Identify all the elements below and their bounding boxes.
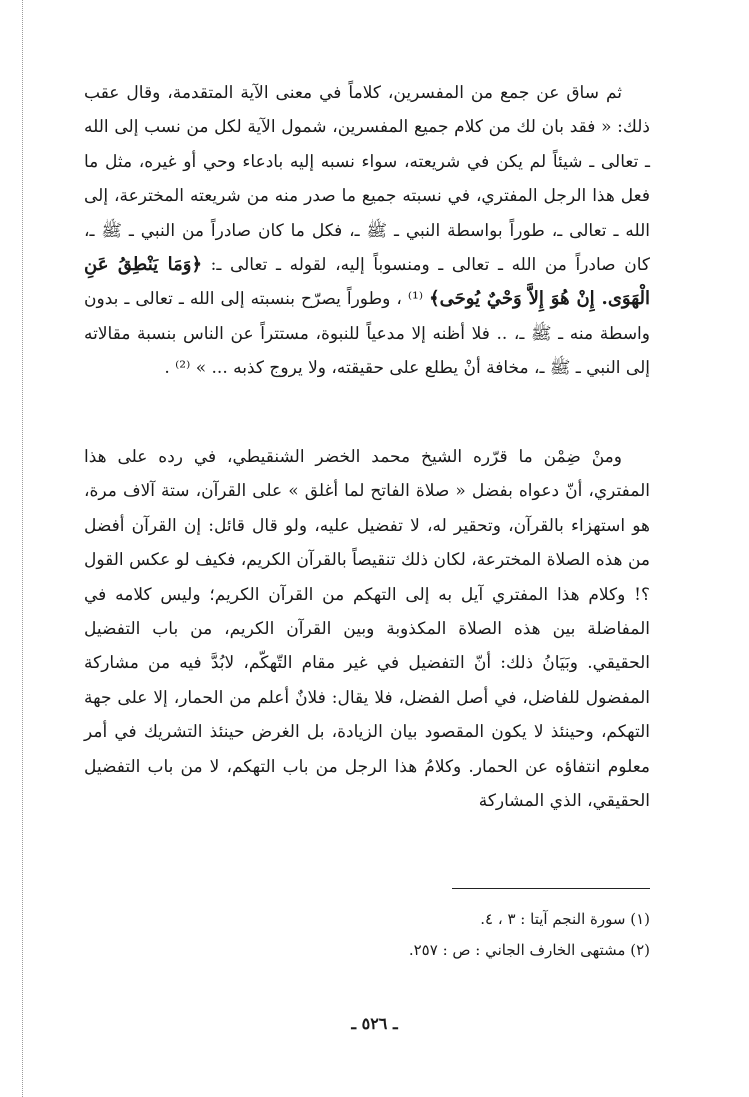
- quran-verse: ﴿وَمَا يَنْطِقُ عَنِ الْهَوَى. إِنْ هُوَ إِلاَّ وَحْيٌ يُوحَى﴾: [84, 254, 650, 310]
- paragraph-1-text-b: ⁽¹⁾ ، وطوراً يصرّح بنسبته إلى الله ـ تعالى ـ بدون واسطة منه ـ ﷺ ـ، .. فلا أظنه إلا مدعياً للنبوة، مستتراً عن الناس بنسبة مقالاته إلى النبي ـ ﷺ ـ، مخافة أنْ يطلع على حقيقته، ولا يروج كذبه ... » ⁽²⁾ .: [84, 289, 650, 379]
- paragraph-2: [84, 440, 650, 818]
- footnote-1: (١) سورة النجم آيتا : ٣ ، ٤.: [480, 910, 650, 928]
- paragraph-1-text-a: ثم ساق عن جمع من المفسرين، كلاماً في معنى الآية المتقدمة، وقال عقب ذلك: « فقد بان لك من كلام جميع المفسرين، شمول الآية لكل من نسب إلى الله ـ تعالى ـ شيئاً لم يكن في شريعته، سواء نسبه إليه بادعاء وحي أو غيره، مثل ما فعل هذا الرجل المفتري، في نسبته جميع ما صدر منه من شريعته المخترعة، إلى الله ـ تعالى ـ، طوراً بواسطة النبي ـ ﷺ ـ، فكل ما كان صادراً من النبي ـ ﷺ ـ، كان صادراً من الله ـ تعالى ـ ومنسوباً إليه، لقوله ـ تعالى ـ:: [84, 83, 650, 276]
- footnote-separator: [452, 888, 650, 889]
- paragraph-2-body: [84, 440, 650, 818]
- scan-edge-line: [22, 0, 23, 1097]
- footnote-2: (٢) مشتهى الخارف الجاني : ص : ٢٥٧.: [408, 941, 650, 959]
- page-number: ـ ٥٢٦ ـ: [351, 1014, 398, 1033]
- footnotes: [210, 904, 650, 966]
- paragraph-1-body: [84, 76, 650, 386]
- paragraph-2-text: ومنْ ضِمْن ما قرّره الشيخ محمد الخضر الشنقيطي، في رده على هذا المفتري، أنّ دعواه بفضل « صلاة الفاتح لما أغلق » على القرآن، ستة آلاف مرة، هو استهزاء بالقرآن، وتحقير له، لا تفضيل عليه، ولو قال قائل: إن القرآن أفضل من هذه الصلاة المخترعة، لكان ذلك تنقيصاً بالقرآن الكريم، فكيف لو عكس القول ؟! وكلام هذا المفتري آيل به إلى التهكم من القرآن الكريم؛ وليس كلامه في المفاضلة بين هذه الصلاة المكذوبة وبين القرآن الكريم، من باب التفضيل الحقيقي. وبَيَانُ ذلك: أنّ التفضيل في غير مقام التّهكّم، لابُدَّ فيه من مشاركة المفضول للفاضل، في أصل الفضل، فلا يقال: فلانٌ أعلم من الحمار، إلا على جهة التهكم، وحينئذ لا يكون المقصود بيان الزيادة، بل الغرض حينئذ التشريك في أمر معلوم انتفاؤه عن الحمار. وكلامُ هذا الرجل من باب التهكم، لا من باب التفضيل الحقيقي، الذي المشاركة: [84, 447, 650, 812]
- paragraph-1: [84, 76, 650, 386]
